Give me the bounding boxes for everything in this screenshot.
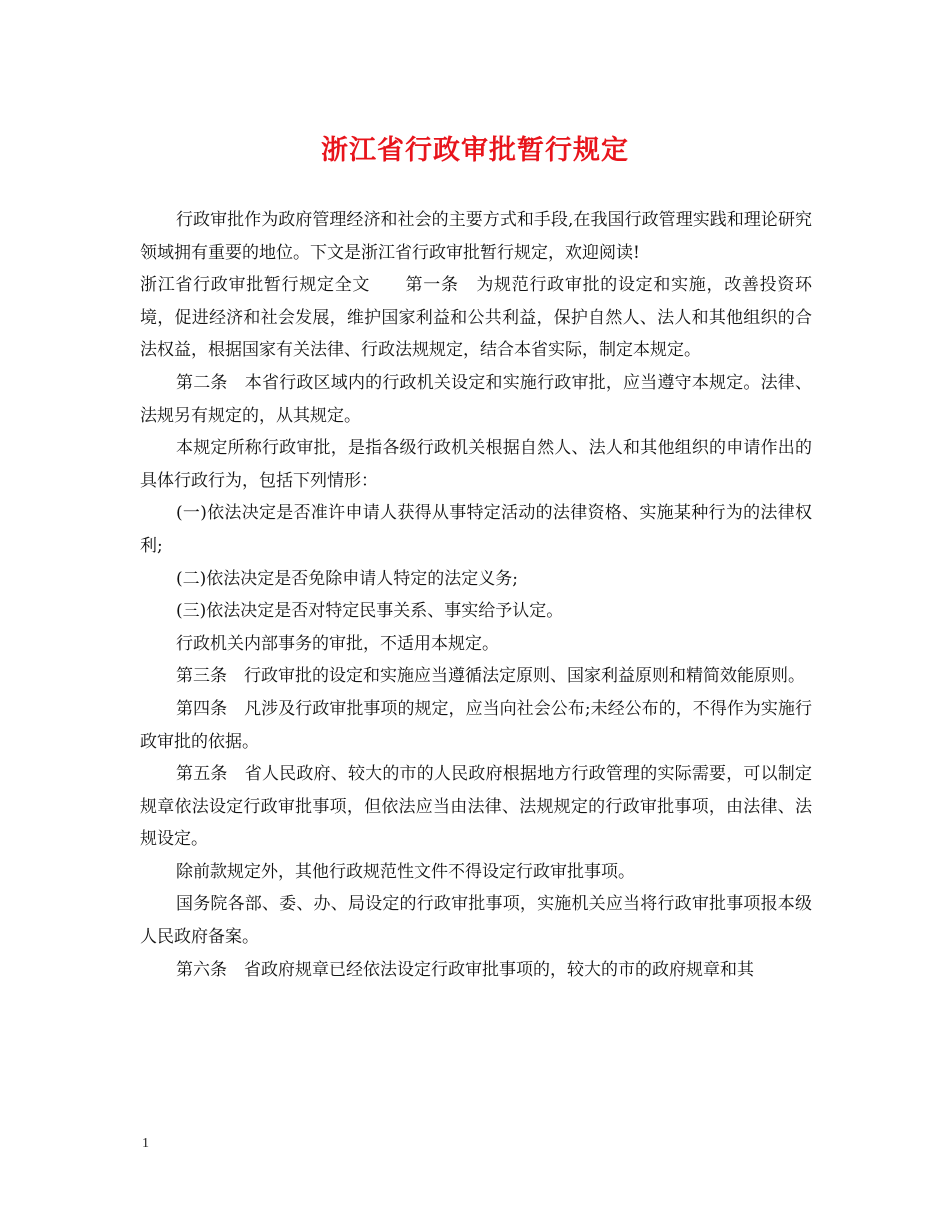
paragraph-5: (一)依法决定是否准许申请人获得从事特定活动的法律资格、实施某种行为的法律权利; xyxy=(140,503,812,556)
paragraph-14: 第六条 省政府规章已经依法设定行政审批事项的，较大的市的政府规章和其 xyxy=(176,959,754,980)
paragraph-2: 浙江省行政审批暂行规定全文 第一条 为规范行政审批的设定和实施，改善投资环境，促进经济和社会发展，维护国家利益和公共利益，保护自然人、法人和其他组织的合法权益，根据国家有关法律、行政法规规定，结合本省实际，制定本规定。 xyxy=(140,275,812,361)
paragraph-4: 本规定所称行政审批，是指各级行政机关根据自然人、法人和其他组织的申请作出的具体行政行为，包括下列情形： xyxy=(140,438,812,491)
paragraph-11: 第五条 省人民政府、较大的市的人民政府根据地方行政管理的实际需要，可以制定规章依法设定行政审批事项，但依法应当由法律、法规规定的行政审批事项，由法律、法规设定。 xyxy=(140,764,812,850)
paragraph-6: (二)依法决定是否免除申请人特定的法定义务; xyxy=(176,568,518,589)
paragraph-10: 第四条 凡涉及行政审批事项的规定，应当向社会公布;未经公布的，不得作为实施行政审批的依据。 xyxy=(140,698,812,752)
paragraph-3: 第二条 本省行政区域内的行政机关设定和实施行政审批，应当遵守本规定。法律、法规另有规定的，从其规定。 xyxy=(140,372,812,426)
document-title: 浙江省行政审批暂行规定 xyxy=(321,135,629,166)
paragraph-12: 除前款规定外，其他行政规范性文件不得设定行政审批事项。 xyxy=(176,861,635,882)
paragraph-7: (三)依法决定是否对特定民事关系、事实给予认定。 xyxy=(176,601,564,622)
paragraph-1: 行政审批作为政府管理经济和社会的主要方式和手段,在我国行政管理实践和理论研究领域拥有重要的地位。下文是浙江省行政审批暂行规定，欢迎阅读! xyxy=(140,210,812,263)
document-body xyxy=(140,204,812,986)
paragraph-9: 第三条 行政审批的设定和实施应当遵循法定原则、国家利益原则和精简效能原则。 xyxy=(176,666,805,687)
page-number: 1 xyxy=(142,1136,149,1151)
paragraph-13: 国务院各部、委、办、局设定的行政审批事项，实施机关应当将行政审批事项报本级人民政府备案。 xyxy=(140,894,812,948)
paragraph-8: 行政机关内部事务的审批，不适用本规定。 xyxy=(176,633,499,654)
